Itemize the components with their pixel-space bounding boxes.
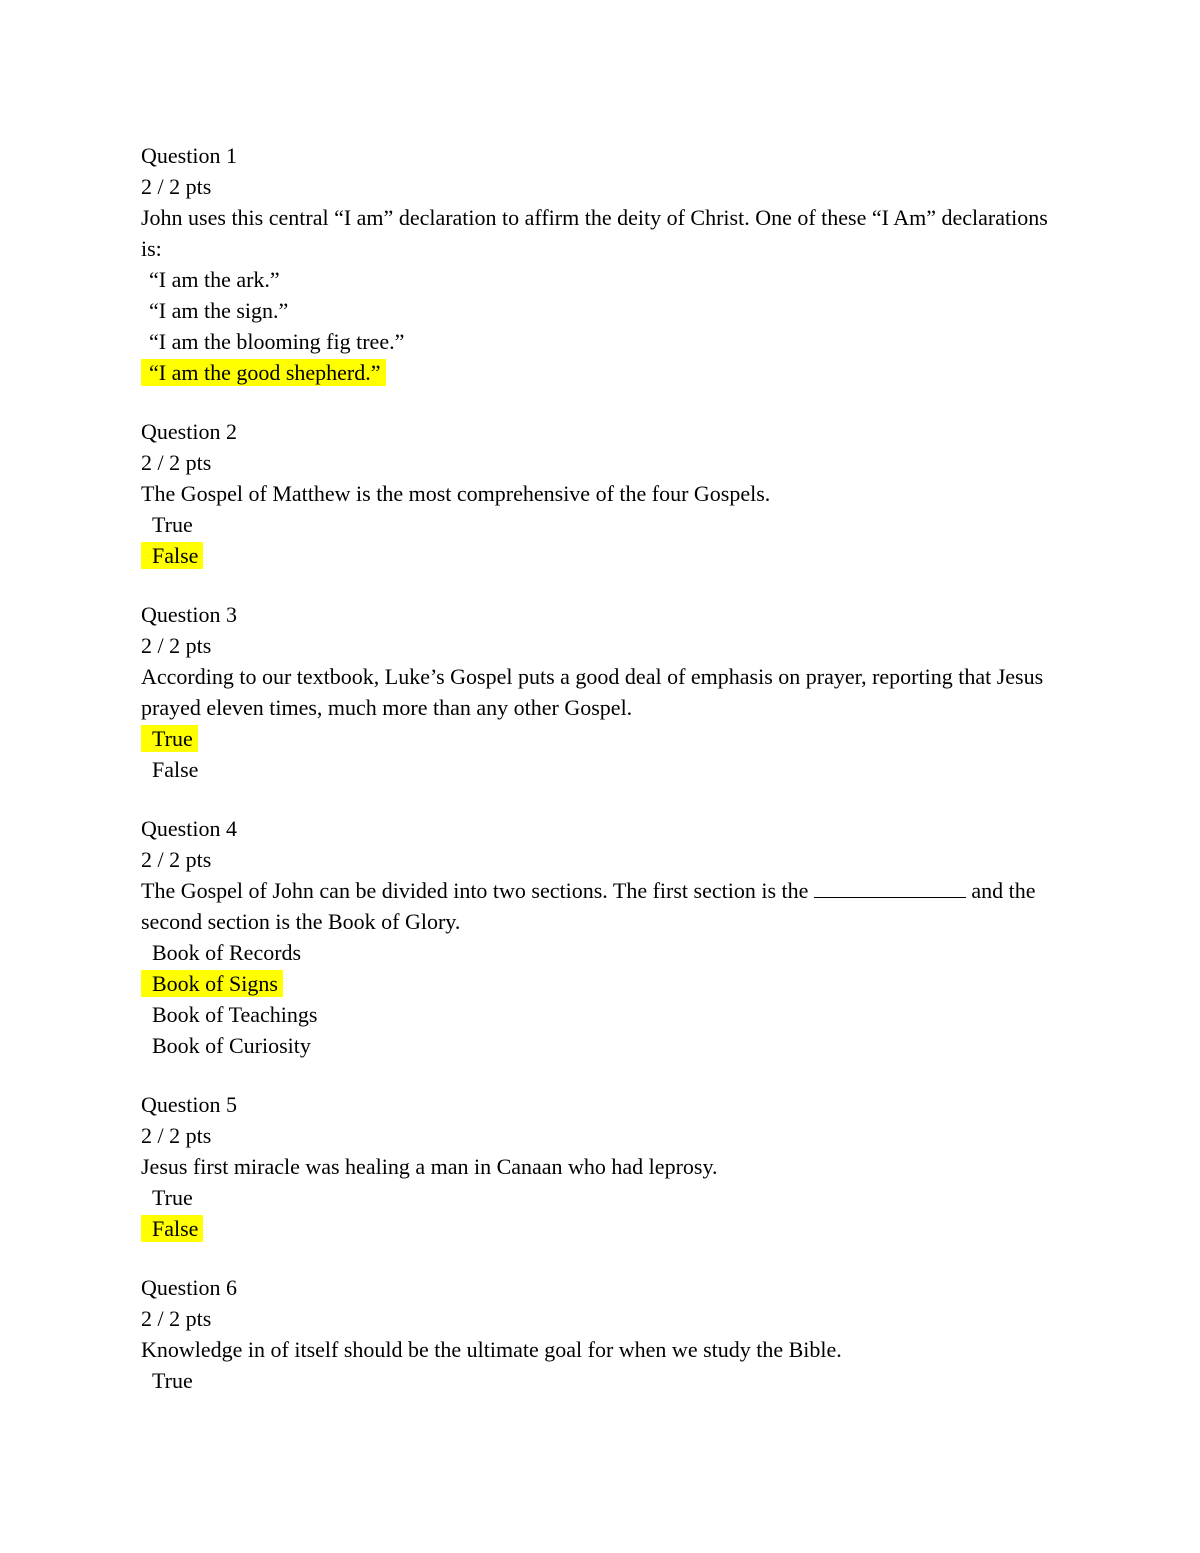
option-text: Book of Records — [152, 940, 302, 965]
answer-option — [141, 754, 1071, 785]
option-text: True — [141, 725, 198, 752]
answer-option-highlighted — [141, 723, 1071, 754]
option-text: True — [152, 1368, 193, 1393]
question-points: 2 / 2 pts — [141, 1306, 212, 1331]
answer-option-highlighted — [141, 357, 1071, 388]
fill-in-blank — [814, 877, 966, 898]
answer-option — [141, 999, 1071, 1030]
answer-option — [141, 264, 1071, 295]
option-text: “I am the sign.” — [149, 298, 289, 323]
question-prompt: Knowledge in of itself should be the ultimate goal for when we study the Bible. — [141, 1337, 842, 1362]
prompt-text-after-blank: and the second section is the Book of Glory. — [141, 878, 1036, 934]
option-text: Book of Curiosity — [152, 1033, 311, 1058]
answer-option — [141, 937, 1071, 968]
question-prompt: The Gospel of Matthew is the most comprehensive of the four Gospels. — [141, 481, 771, 506]
option-text: True — [152, 1185, 193, 1210]
answer-option — [141, 326, 1071, 357]
question-prompt: Jesus first miracle was healing a man in Canaan who had leprosy. — [141, 1154, 718, 1179]
question-prompt: John uses this central “I am” declaration to affirm the deity of Christ. One of these “I Am” declarations is: — [141, 205, 1048, 261]
quiz-content — [141, 140, 1071, 1424]
question-points: 2 / 2 pts — [141, 633, 212, 658]
answer-option — [141, 1182, 1071, 1213]
question-1 — [141, 140, 1071, 388]
question-title: Question 6 — [141, 1275, 237, 1300]
question-6 — [141, 1272, 1071, 1396]
question-title: Question 3 — [141, 602, 237, 627]
question-title: Question 5 — [141, 1092, 237, 1117]
answer-option — [141, 1365, 1071, 1396]
option-text: “I am the good shepherd.” — [141, 359, 386, 386]
answer-option — [141, 1030, 1071, 1061]
option-text: Book of Teachings — [152, 1002, 318, 1027]
question-prompt — [141, 875, 1071, 937]
option-text: False — [152, 757, 199, 782]
option-text: “I am the blooming fig tree.” — [149, 329, 405, 354]
option-text: True — [152, 512, 193, 537]
question-title: Question 2 — [141, 419, 237, 444]
answer-option-highlighted — [141, 540, 1071, 571]
option-text: False — [141, 1215, 203, 1242]
question-points: 2 / 2 pts — [141, 450, 212, 475]
question-points: 2 / 2 pts — [141, 847, 212, 872]
question-prompt: According to our textbook, Luke’s Gospel puts a good deal of emphasis on prayer, reporting that Jesus prayed eleven times, much more than any other Gospel. — [141, 664, 1044, 720]
question-4 — [141, 813, 1071, 1061]
prompt-text-before-blank: The Gospel of John can be divided into two sections. The first section is the — [141, 878, 809, 903]
option-text: False — [141, 542, 203, 569]
answer-option — [141, 295, 1071, 326]
question-2 — [141, 416, 1071, 571]
answer-option — [141, 509, 1071, 540]
option-text: “I am the ark.” — [149, 267, 280, 292]
question-title: Question 4 — [141, 816, 237, 841]
question-5 — [141, 1089, 1071, 1244]
question-points: 2 / 2 pts — [141, 174, 212, 199]
question-points: 2 / 2 pts — [141, 1123, 212, 1148]
question-title: Question 1 — [141, 143, 237, 168]
answer-option-highlighted — [141, 1213, 1071, 1244]
question-3 — [141, 599, 1071, 785]
answer-option-highlighted — [141, 968, 1071, 999]
option-text: Book of Signs — [141, 970, 283, 997]
